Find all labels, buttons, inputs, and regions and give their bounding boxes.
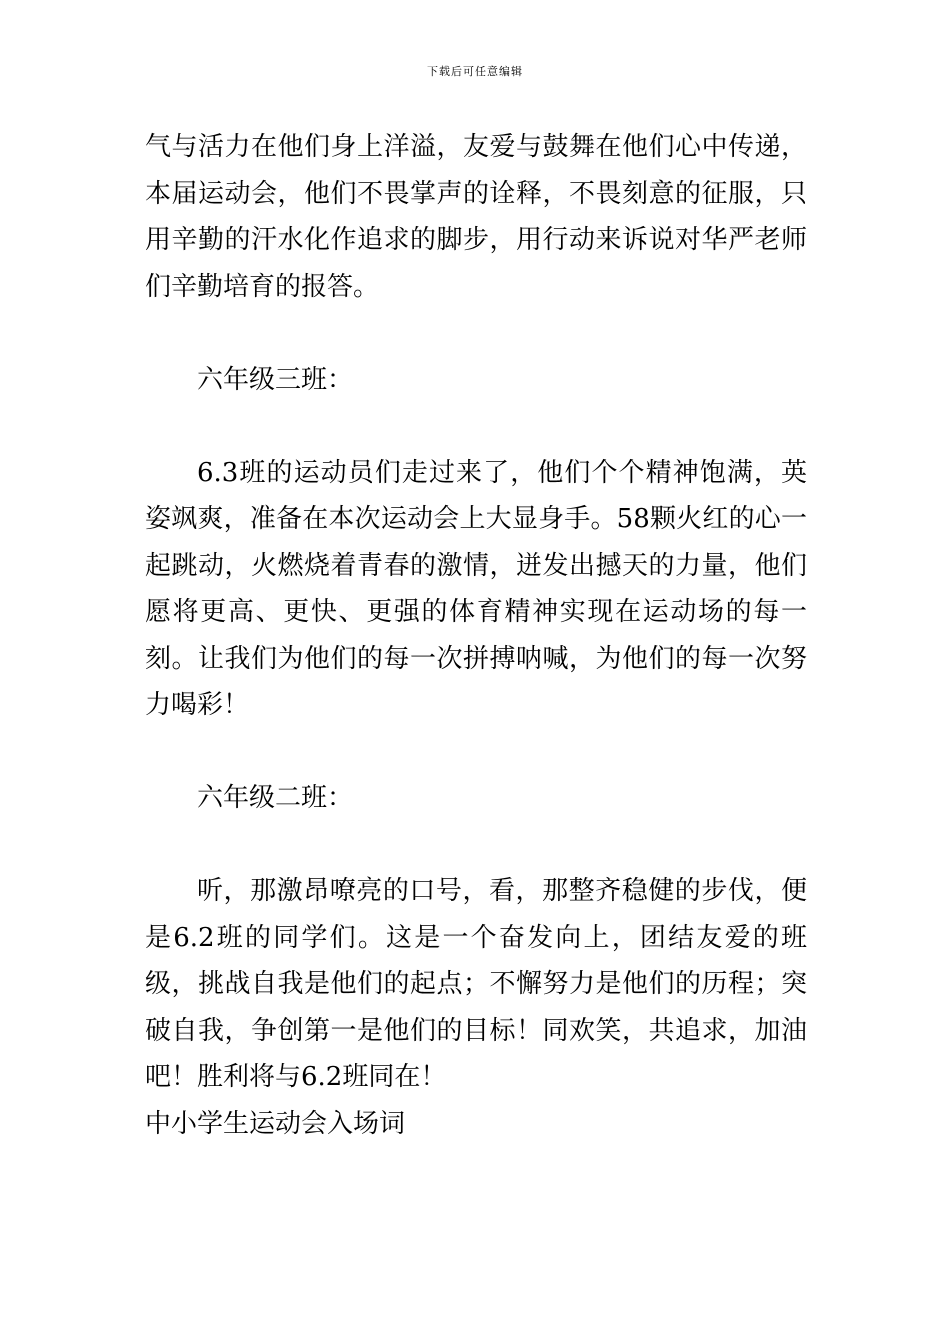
paragraph-class-6-3: 6.3班的运动员们走过来了，他们个个精神饱满，英姿飒爽，准备在本次运动会上大显身手。58颗火红的心一起跳动，火燃烧着青春的激情，迸发出撼天的力量，他们愿将更高、更快、更强的体育精神实现在运动场的每一刻。让我们为他们的每一次拼搏呐喊，为他们的每一次努力喝彩！ [145,457,807,720]
spacer [145,729,807,776]
heading-class-6-3: 六年级三班： [197,364,354,395]
document-title: 中小学生运动会入场词 [145,1108,406,1139]
page-header: 下载后可任意编辑 [427,65,523,78]
spacer [145,822,807,869]
document-body [145,124,807,1147]
heading-class-6-2: 六年级二班： [197,783,354,813]
paragraph-class-6-2: 听，那激昂嘹亮的口号，看，那整齐稳健的步伐，便是6.2班的同学们。这是一个奋发向上，团结友爱的班级，挑战自我是他们的起点；不懈努力是他们的历程；突破自我，争创第一是他们的目标！同欢笑，共追求，加油吧！胜利将与6.2班同在！ [145,876,807,1092]
paragraph-intro-continuation: 气与活力在他们身上洋溢，友爱与鼓舞在他们心中传递，本届运动会，他们不畏掌声的诠释，不畏刻意的征服，只用辛勤的汗水化作追求的脚步，用行动来诉说对华严老师们辛勤培育的报答。 [145,132,807,302]
spacer [145,310,807,357]
spacer [145,403,807,450]
